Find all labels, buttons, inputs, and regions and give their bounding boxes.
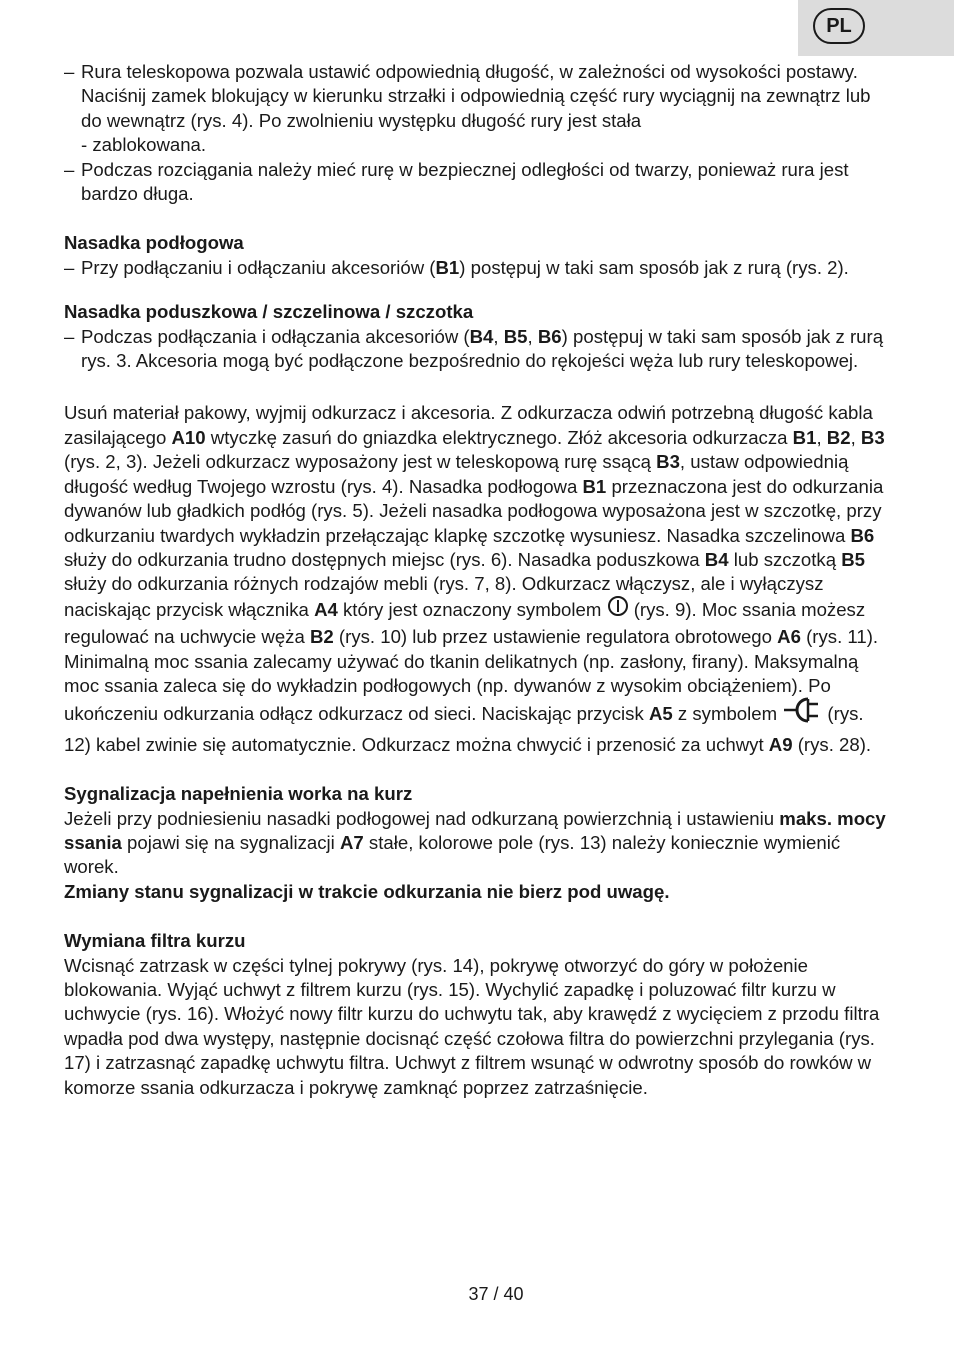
list-item [64,325,894,374]
text-run: przeznaczona jest do odkurzania dywanów lub gładkich podłóg (rys. 5). Jeżeli nasadka podłogowa wyposażona jest w szczotkę, przy odkurzaniu twardych wykładzin przełączając klapkę szczotkę wysuniesz. Nasadka szczelinowa [64,475,884,546]
part-ref: A9 [768,733,793,755]
text-run: Podczas podłączania i odłączania akcesoriów ( [81,325,470,347]
text-run: Usuń materiał pakowy, wyjmij odkurzacz i akcesoria. Z odkurzacza odwiń potrzebną długość kabla zasilającego [64,402,873,448]
part-ref: A7 [339,831,364,853]
part-ref: B1 [792,426,817,448]
text-run: z symbolem [672,703,783,725]
section-heading-filter-replacement: Wymiana filtra kurzu [64,930,246,952]
power-symbol-icon [607,595,629,623]
text-run: (rys. 28). [792,733,872,755]
emphasis: maks. mocy ssania [64,807,886,853]
text-run: , [493,325,504,347]
paragraph [81,325,894,374]
part-ref: B3 [860,426,885,448]
language-badge: PL [813,8,865,44]
part-ref: B6 [537,325,562,347]
text-run: służy do odkurzania różnych rodzajów mebli (rys. 7, 8). Odkurzacz włączysz, ale i wyłączysz naciskając przycisk włącznika [64,573,824,620]
page-content [64,60,894,1100]
section-heading-cushion-nozzle: Nasadka poduszkowa / szczelinowa / szczotka [64,301,474,323]
paragraph [81,60,894,158]
text-run: (rys. 9). Moc ssania możesz regulować na uchwycie węża [64,598,866,648]
bullet-dash: – [64,325,75,347]
part-ref: B4 [469,325,494,347]
text-run: , [850,426,861,448]
paragraph: Wcisnąć zatrzask w części tylnej pokrywy (rys. 14), pokrywę otworzyć do góry w położenie blokowania. Wyjąć uchwyt z filtrem kurzu (rys. 15). Wychylić zapadkę i poluzować filtr kurzu w uchwycie (rys. 16). Włożyć nowy filtr kurzu do uchwytu tak, aby krawędź z wycięciem z przodu filtra wpadła pod dwa występy, następnie docisnąć część czołowa filtra do powierzchni przylegania (rys. 17) i zatrzasnąć zapadkę uchwytu filtra. Uchwyt z filtrem wsunąć w odwrotny sposób do rowków w komorze ssania odkurzacza i pokrywę zamknąć poprzez zatrzaśnięcie. [64,954,880,1098]
part-ref: B1 [435,256,460,278]
text-run: służy do odkurzania trudno dostępnych miejsc (rys. 6). Nasadka poduszkowa [64,548,705,570]
part-ref: B5 [503,325,528,347]
part-ref: A6 [777,626,801,648]
language-tab [798,0,954,56]
part-ref: A4 [314,598,338,620]
text-run: Przy podłączaniu i odłączaniu akcesoriów ( [81,256,436,278]
bullet-dash: – [64,256,75,278]
text-run: (rys. 12) kabel zwinie się automatycznie. Odkurzacz można chwycić i przenosić za uchwyt [64,703,864,755]
part-ref: B5 [841,548,865,570]
paragraph [64,807,894,880]
part-ref: B3 [656,451,680,473]
text-run: , [527,325,538,347]
section-heading-floor-nozzle: Nasadka podłogowa [64,232,244,254]
bullet-text: Rura teleskopowa pozwala ustawić odpowiednią długość, w zależności od wysokości postawy. Naciśnij zamek blokujący w kierunku strzałki i odpowiednią część rury wyciągnij na zewnątrz lub do wewnątrz (rys. 4). Po zwolnieniu występku długość rury jest stała [81,61,871,131]
cable-plug-icon [782,696,822,730]
text-run: lub szczotką [728,548,842,570]
usage-paragraph [64,401,894,757]
bullet-text-cont: - zablokowana. [81,134,207,156]
bullet-dash: – [64,158,75,180]
text-run: ) postępuj w taki sam sposób jak z rurą rys. 3. Akcesoria mogą być podłączone bezpośrednio do rękojeści węża lub rury teleskopowej. [81,325,884,372]
text-run: , ustaw odpowiednią długość według Twojego wzrostu (rys. 4). Nasadka podłogowa [64,451,849,497]
text-run: (rys. 10) lub przez ustawienie regulatora obrotowego [333,626,778,648]
section-heading-bag-indicator: Sygnalizacja napełnienia worka na kurz [64,783,413,805]
text-run: Jeżeli przy podniesieniu nasadki podłogowej nad odkurzaną powierzchnią i ustawieniu [64,807,780,829]
part-ref: B2 [309,626,334,648]
list-item [64,60,894,158]
text-run: stałe, kolorowe pole (rys. 13) należy koniecznie wymienić worek. [64,831,841,878]
part-ref: B6 [850,524,875,546]
text-run: wtyczkę zasuń do gniazdka elektrycznego. Złóż akcesoria odkurzacza [205,426,793,448]
list-item [64,158,894,207]
text-run: pojawi się na sygnalizacji [121,831,340,853]
part-ref: A10 [171,426,206,448]
text-run: (rys. 11). Minimalną moc ssania zalecamy używać do tkanin delikatnych (np. zasłony, firany). Maksymalną moc ssania zaleca się do wykładzin podłogowych (np. dywanów z wysokim obciążeniem). Po ukończeniu odkurzania odłącz odkurzacz od sieci. Naciskając przycisk [64,626,879,725]
text-run: , [816,426,827,448]
warning-text: Zmiany stanu sygnalizacji w trakcie odkurzania nie bierz pod uwagę. [64,880,670,902]
bullet-dash: – [64,61,75,82]
list-item [64,256,894,280]
part-ref: B1 [582,475,607,497]
part-ref: B2 [826,426,851,448]
paragraph [81,256,894,280]
text-run: który jest oznaczony symbolem [337,598,607,620]
text-run: ) postępuj w taki sam sposób jak z rurą (rys. 2). [459,256,849,278]
part-ref: B4 [704,548,729,570]
page-number: 37 / 40 [468,1284,524,1304]
part-ref: A5 [648,703,673,725]
bullet-text: Podczas rozciągania należy mieć rurę w bezpiecznej odległości od twarzy, ponieważ rura jest bardzo długa. [81,158,849,205]
text-run: (rys. 2, 3). Jeżeli odkurzacz wyposażony jest w teleskopową rurę ssącą [64,451,657,473]
